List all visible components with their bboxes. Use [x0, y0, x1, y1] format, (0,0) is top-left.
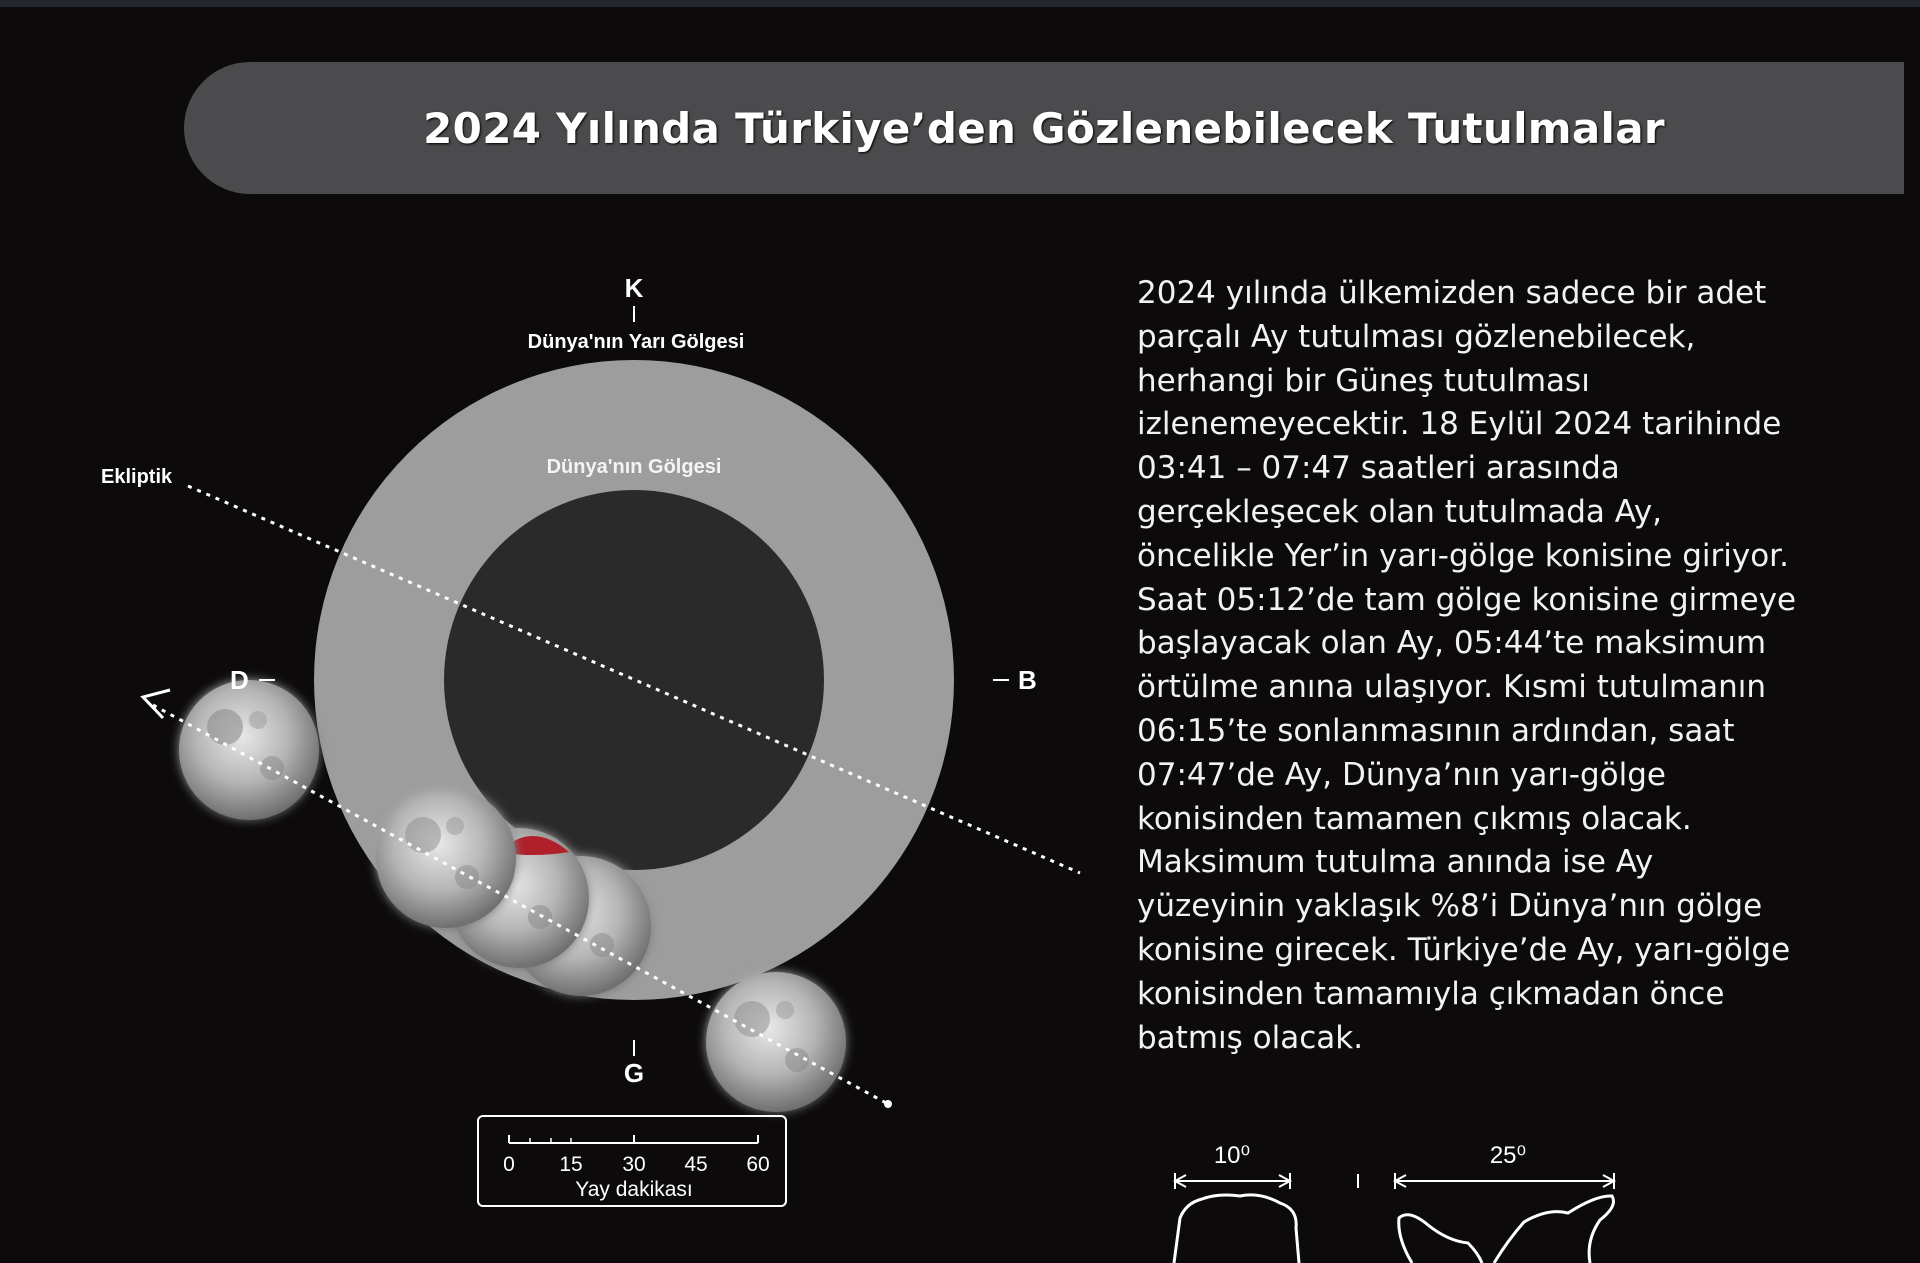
- ecliptic-label: Ekliptik: [101, 466, 173, 488]
- span-angle-label: 25⁰: [1489, 1142, 1527, 1169]
- moon-path-arrow-icon: [143, 690, 170, 718]
- east-label: D: [230, 665, 249, 695]
- moon-disk-phase-3: [376, 788, 516, 928]
- penumbra-label: Dünya'nın Yarı Gölgesi: [527, 331, 745, 353]
- scale-tick-label: 15: [559, 1153, 583, 1176]
- umbra-label: Dünya'nın Gölgesi: [546, 456, 722, 478]
- moon-disk-start: [179, 680, 319, 820]
- umbra-disk: [444, 490, 824, 870]
- moon-path-end-dot: [884, 1100, 892, 1108]
- scale-unit-label: Yay dakikası: [575, 1178, 693, 1201]
- scale-tick-label: 30: [622, 1153, 646, 1176]
- fist-angle-label: 10⁰: [1213, 1142, 1251, 1169]
- fist-hand-icon: [1174, 1195, 1299, 1263]
- span-hand-icon: [1399, 1196, 1614, 1263]
- north-label: K: [624, 273, 644, 303]
- south-label: G: [623, 1058, 645, 1088]
- scale-tick-label: 60: [746, 1153, 770, 1176]
- scale-tick-label: 45: [684, 1153, 708, 1176]
- west-label: B: [1018, 665, 1037, 695]
- article-paragraph: 2024 yılında ülkemizden sadece bir adet parçalı Ay tutulması gözlenebilecek, herhangi bir Güneş tutulması izlenemeyecektir. 18 Eylül 2024 tarihinde 03:41 – 07:47 saatleri arasında gerçekleşecek olan tutulmada Ay, öncelikle Yer’in yarı-gölge konisine giriyor. Saat 05:12’de tam gölge konisine girmeye başlayacak olan Ay, 05:44’te maksimum örtülme anına ulaşıyor. Kısmi tutulmanın 06:15’te sonlanmasının ardından, saat 07:47’de Ay, Dünya’nın yarı-gölge konisinden tamamen çıkmış olacak. Maksimum tutulma anında ise Ay yüzeyinin yaklaşık %8’i Dünya’nın gölge konisine girecek. Türkiye’de Ay, yarı-gölge konisinden tamamıyla çıkmadan önce batmış olacak.: [1137, 275, 1797, 1056]
- scale-tick-label: 0: [503, 1153, 515, 1176]
- page-title: 2024 Yılında Türkiye’den Gözlenebilecek Tutulmalar: [423, 103, 1665, 153]
- moon-disk-end: [706, 972, 846, 1112]
